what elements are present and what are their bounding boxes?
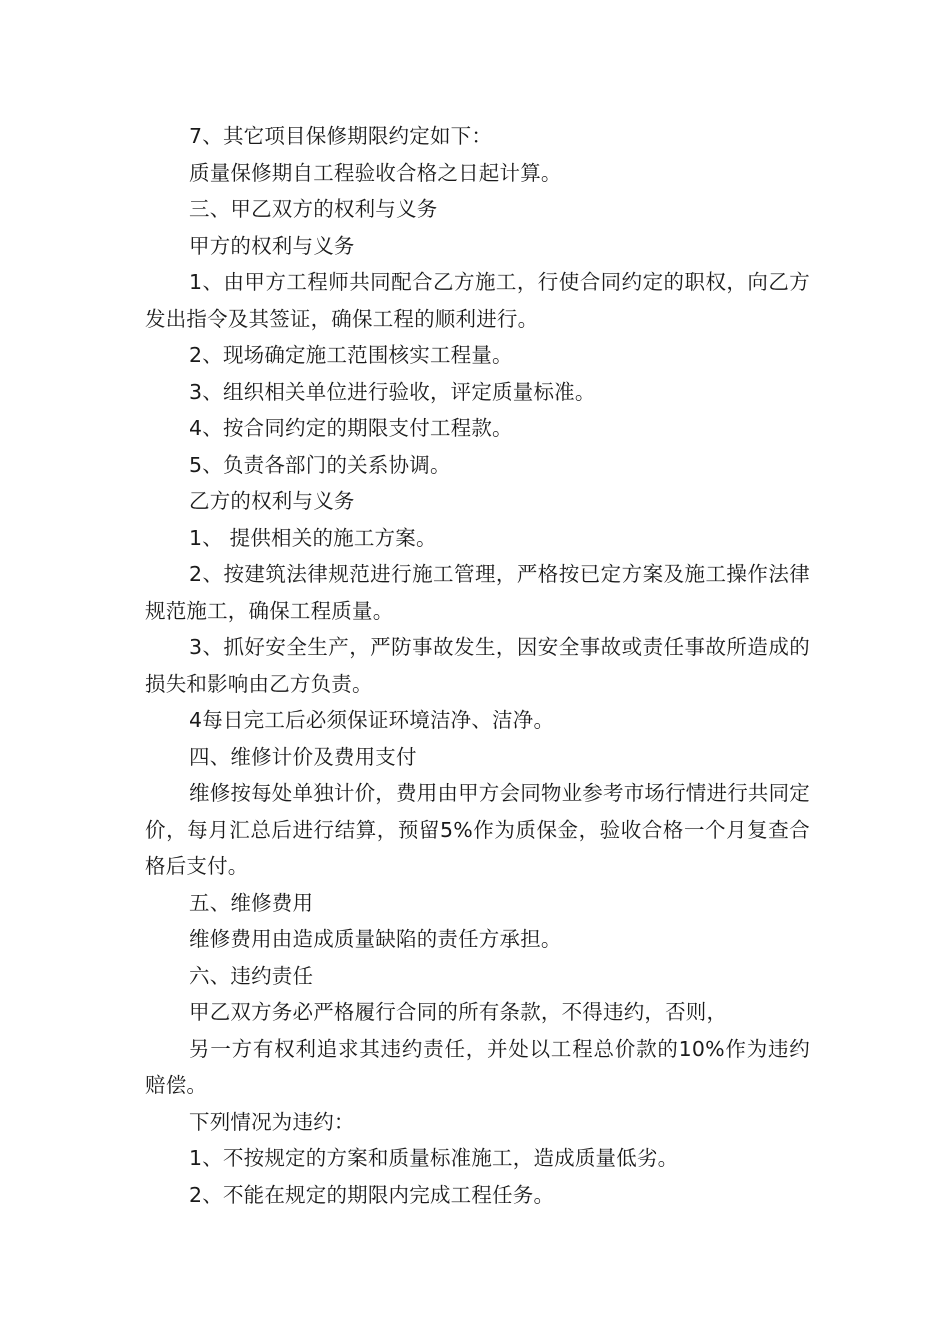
section-heading: 四、维修计价及费用支付 xyxy=(189,744,417,769)
paragraph: 3、组织相关单位进行验收，评定质量标准。 xyxy=(189,379,596,404)
paragraph: 另一方有权利追求其违约责任，并处以工程总价款的10%作为违约赔偿。 xyxy=(145,1036,810,1097)
paragraph: 甲乙双方务必严格履行合同的所有条款，不得违约，否则， xyxy=(189,1000,728,1024)
subsection-heading: 甲方的权利与义务 xyxy=(189,233,355,258)
paragraph: 2、不能在规定的期限内完成工程任务。 xyxy=(189,1182,555,1207)
section-heading: 三、甲乙双方的权利与义务 xyxy=(189,197,438,221)
paragraph: 1、不按规定的方案和质量标准施工，造成质量低劣。 xyxy=(189,1146,679,1170)
paragraph: 质量保修期自工程验收合格之日起计算。 xyxy=(189,160,562,185)
paragraph: 维修费用由造成质量缺陷的责任方承担。 xyxy=(189,927,562,951)
paragraph: 1、由甲方工程师共同配合乙方施工，行使合同约定的职权，向乙方发出指令及其签证，确保工程的顺利进行。 xyxy=(145,270,810,331)
paragraph: 维修按每处单独计价，费用由甲方会同物业参考市场行情进行共同定价，每月汇总后进行结算，预留5%作为质保金，验收合格一个月复查合格后支付。 xyxy=(145,781,810,878)
section-heading: 五、维修费用 xyxy=(189,890,314,915)
paragraph: 1、 提供相关的施工方案。 xyxy=(189,525,437,550)
section-heading: 六、违约责任 xyxy=(189,963,314,988)
paragraph: 5、负责各部门的关系协调。 xyxy=(189,452,451,477)
document-body xyxy=(145,118,810,1213)
paragraph: 7、其它项目保修期限约定如下： xyxy=(189,124,493,148)
subsection-heading: 乙方的权利与义务 xyxy=(189,489,355,513)
paragraph: 下列情况为违约： xyxy=(189,1109,355,1134)
paragraph: 4每日完工后必须保证环境洁净、洁净。 xyxy=(189,708,555,732)
paragraph: 2、现场确定施工范围核实工程量。 xyxy=(189,343,513,367)
paragraph: 4、按合同约定的期限支付工程款。 xyxy=(189,416,513,440)
paragraph: 3、抓好安全生产，严防事故发生，因安全事故或责任事故所造成的损失和影响由乙方负责。 xyxy=(145,635,810,696)
paragraph: 2、按建筑法律规范进行施工管理，严格按已定方案及施工操作法律规范施工，确保工程质量。 xyxy=(145,562,810,623)
